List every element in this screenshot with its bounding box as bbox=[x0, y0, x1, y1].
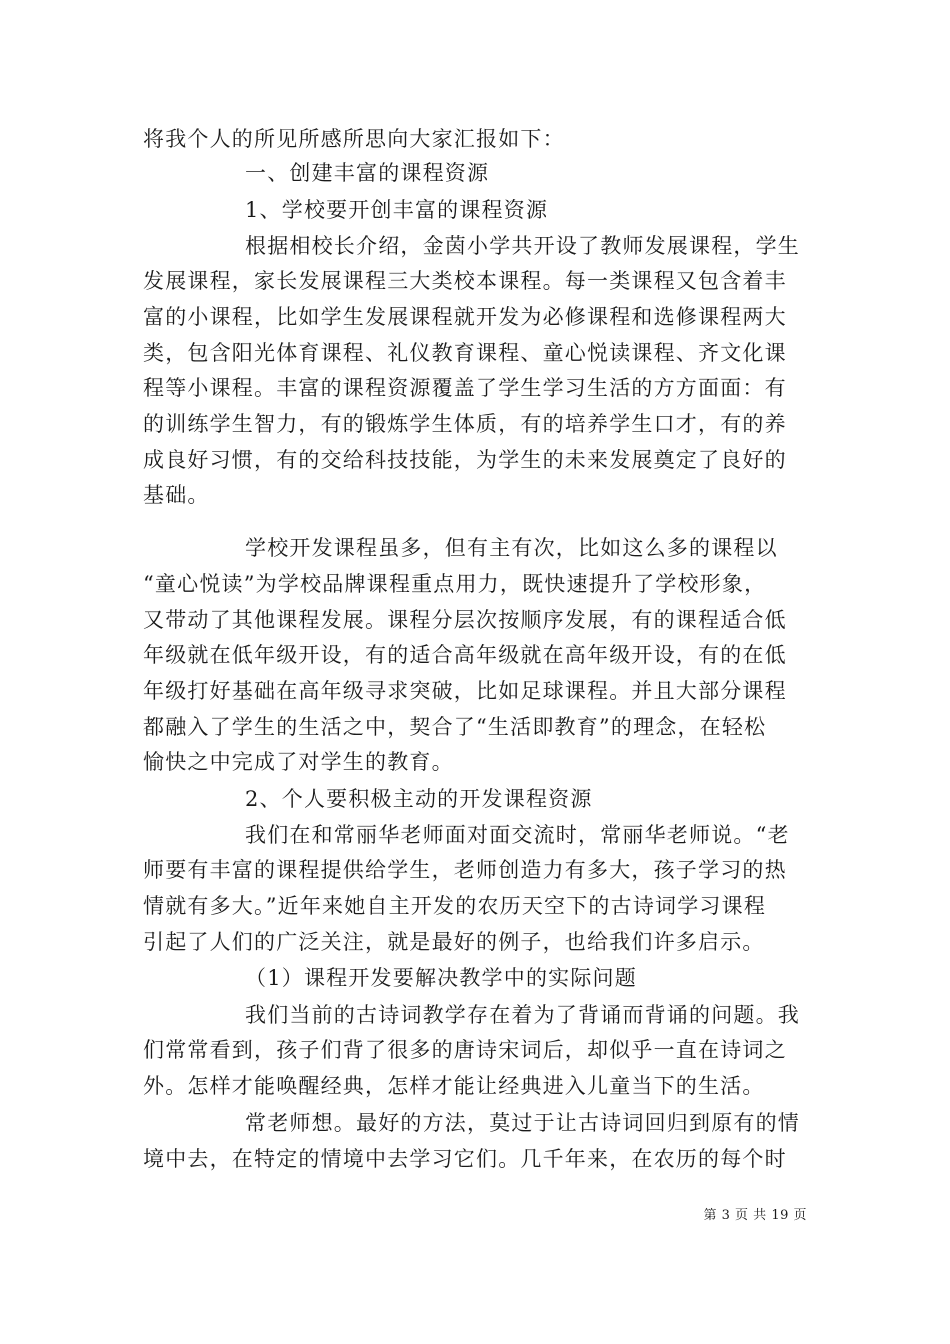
paragraph-line: “童心悦读”为学校品牌课程重点用力，既快速提升了学校形象， bbox=[143, 572, 767, 596]
paragraph-line: 根据相校长介绍，金茵小学共开设了教师发展课程，学生 bbox=[245, 234, 800, 258]
paragraph-line: 都融入了学生的生活之中，契合了“生活即教育”的理念，在轻松 bbox=[143, 715, 767, 739]
paragraph-line: 发展课程，家长发展课程三大类校本课程。每一类课程又包含着丰 bbox=[143, 269, 787, 293]
paragraph-line: 又带动了其他课程发展。课程分层次按顺序发展，有的课程适合低 bbox=[143, 608, 787, 632]
paragraph-line: 类，包含阳光体育课程、礼仪教育课程、童心悦读课程、齐文化课 bbox=[143, 341, 787, 365]
paragraph-line: 学校开发课程虽多，但有主有次，比如这么多的课程以 bbox=[245, 536, 778, 560]
paragraph-line: 我们在和常丽华老师面对面交流时，常丽华老师说。“老 bbox=[245, 823, 790, 847]
item-heading: （1）课程开发要解决教学中的实际问题 bbox=[245, 966, 637, 990]
paragraph-line: 成良好习惯，有的交给科技技能，为学生的未来发展奠定了良好的 bbox=[143, 448, 787, 472]
page-number: 第 3 页 共 19 页 bbox=[703, 1208, 807, 1223]
paragraph-line: 外。怎样才能唤醒经典，怎样才能让经典进入儿童当下的生活。 bbox=[143, 1074, 765, 1098]
subsection-heading: 2、个人要积极主动的开发课程资源 bbox=[245, 787, 593, 811]
paragraph-line: 愉快之中完成了对学生的教育。 bbox=[143, 750, 454, 774]
paragraph-line: 们常常看到，孩子们背了很多的唐诗宋词后，却似乎一直在诗词之 bbox=[143, 1038, 787, 1062]
paragraph-line: 的训练学生智力，有的锻炼学生体质，有的培养学生口才，有的养 bbox=[143, 412, 787, 436]
section-heading: 一、创建丰富的课程资源 bbox=[245, 161, 490, 185]
paragraph-line: 引起了人们的广泛关注，就是最好的例子，也给我们许多启示。 bbox=[143, 930, 765, 954]
paragraph-line: 境中去，在特定的情境中去学习它们。几千年来，在农历的每个时 bbox=[143, 1147, 787, 1171]
paragraph-line: 常老师想。最好的方法，莫过于让古诗词回归到原有的情 bbox=[245, 1111, 800, 1135]
paragraph-line: 我们当前的古诗词教学存在着为了背诵而背诵的问题。我 bbox=[245, 1003, 800, 1027]
paragraph-line: 年级打好基础在高年级寻求突破，比如足球课程。并且大部分课程 bbox=[143, 679, 787, 703]
paragraph-line: 程等小课程。丰富的课程资源覆盖了学生学习生活的方方面面：有 bbox=[143, 376, 787, 400]
paragraph-line: 富的小课程，比如学生发展课程就开发为必修课程和选修课程两大 bbox=[143, 305, 787, 329]
paragraph-line: 年级就在低年级开设，有的适合高年级就在高年级开设，有的在低 bbox=[143, 643, 787, 667]
text-line: 将我个人的所见所感所思向大家汇报如下： bbox=[143, 127, 565, 151]
subsection-heading: 1、学校要开创丰富的课程资源 bbox=[245, 198, 549, 222]
paragraph-line: 基础。 bbox=[143, 483, 210, 507]
paragraph-line: 情就有多大。”近年来她自主开发的农历天空下的古诗词学习课程 bbox=[143, 894, 767, 918]
paragraph-line: 师要有丰富的课程提供给学生，老师创造力有多大，孩子学习的热 bbox=[143, 858, 787, 882]
